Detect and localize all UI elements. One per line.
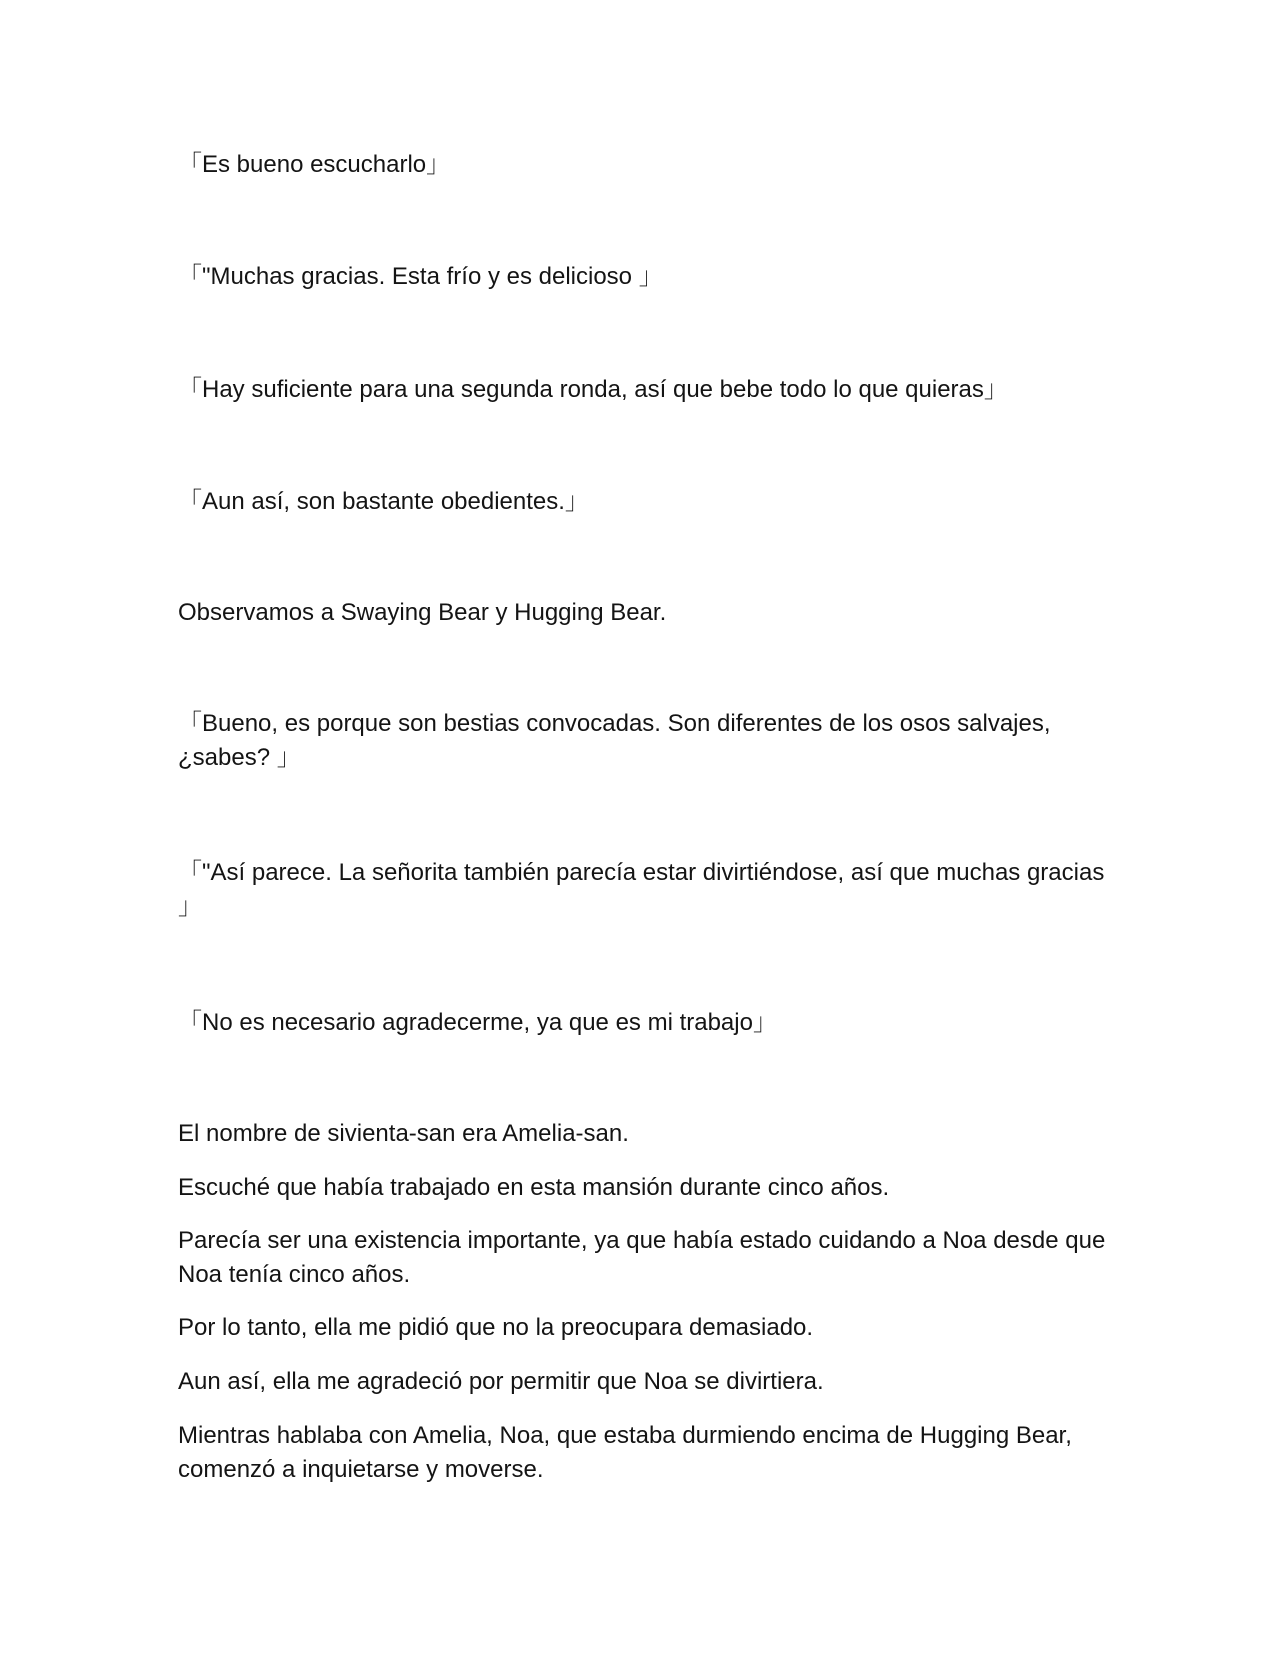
- narration-paragraph: Escuché que había trabajado en esta mansión durante cinco años.: [178, 1174, 890, 1201]
- narration-paragraph: Mientras hablaba con Amelia, Noa, que estaba durmiendo encima de Hugging Bear, comenzó a inquietarse y moverse.: [178, 1422, 1072, 1483]
- dialogue-line: 「Hay suficiente para una segunda ronda, así que bebe todo lo que quieras」: [178, 376, 1008, 403]
- dialogue-line: 「No es necesario agradecerme, ya que es mi trabajo」: [178, 1009, 777, 1036]
- dialogue-line: 「"Así parece. La señorita también parecía estar divirtiéndose, así que muchas gracias 」: [178, 859, 1105, 920]
- narration-paragraph: Parecía ser una existencia importante, ya que había estado cuidando a Noa desde que Noa tenía cinco años.: [178, 1227, 1106, 1288]
- narration-paragraph: Aun así, ella me agradeció por permitir que Noa se divirtiera.: [178, 1368, 824, 1395]
- narration-paragraph: El nombre de sivienta-san era Amelia-san.: [178, 1120, 629, 1147]
- dialogue-line: 「Aun así, son bastante obedientes.」: [178, 488, 589, 515]
- dialogue-line: 「"Muchas gracias. Esta frío y es delicioso 」: [178, 263, 663, 290]
- narration-paragraph: Por lo tanto, ella me pidió que no la preocupara demasiado.: [178, 1314, 814, 1341]
- dialogue-line: 「Es bueno escucharlo」: [178, 151, 451, 178]
- narration-paragraph: Observamos a Swaying Bear y Hugging Bear.: [178, 599, 667, 626]
- dialogue-line: 「Bueno, es porque son bestias convocadas. Son diferentes de los osos salvajes, ¿sabes? 」: [178, 710, 1051, 771]
